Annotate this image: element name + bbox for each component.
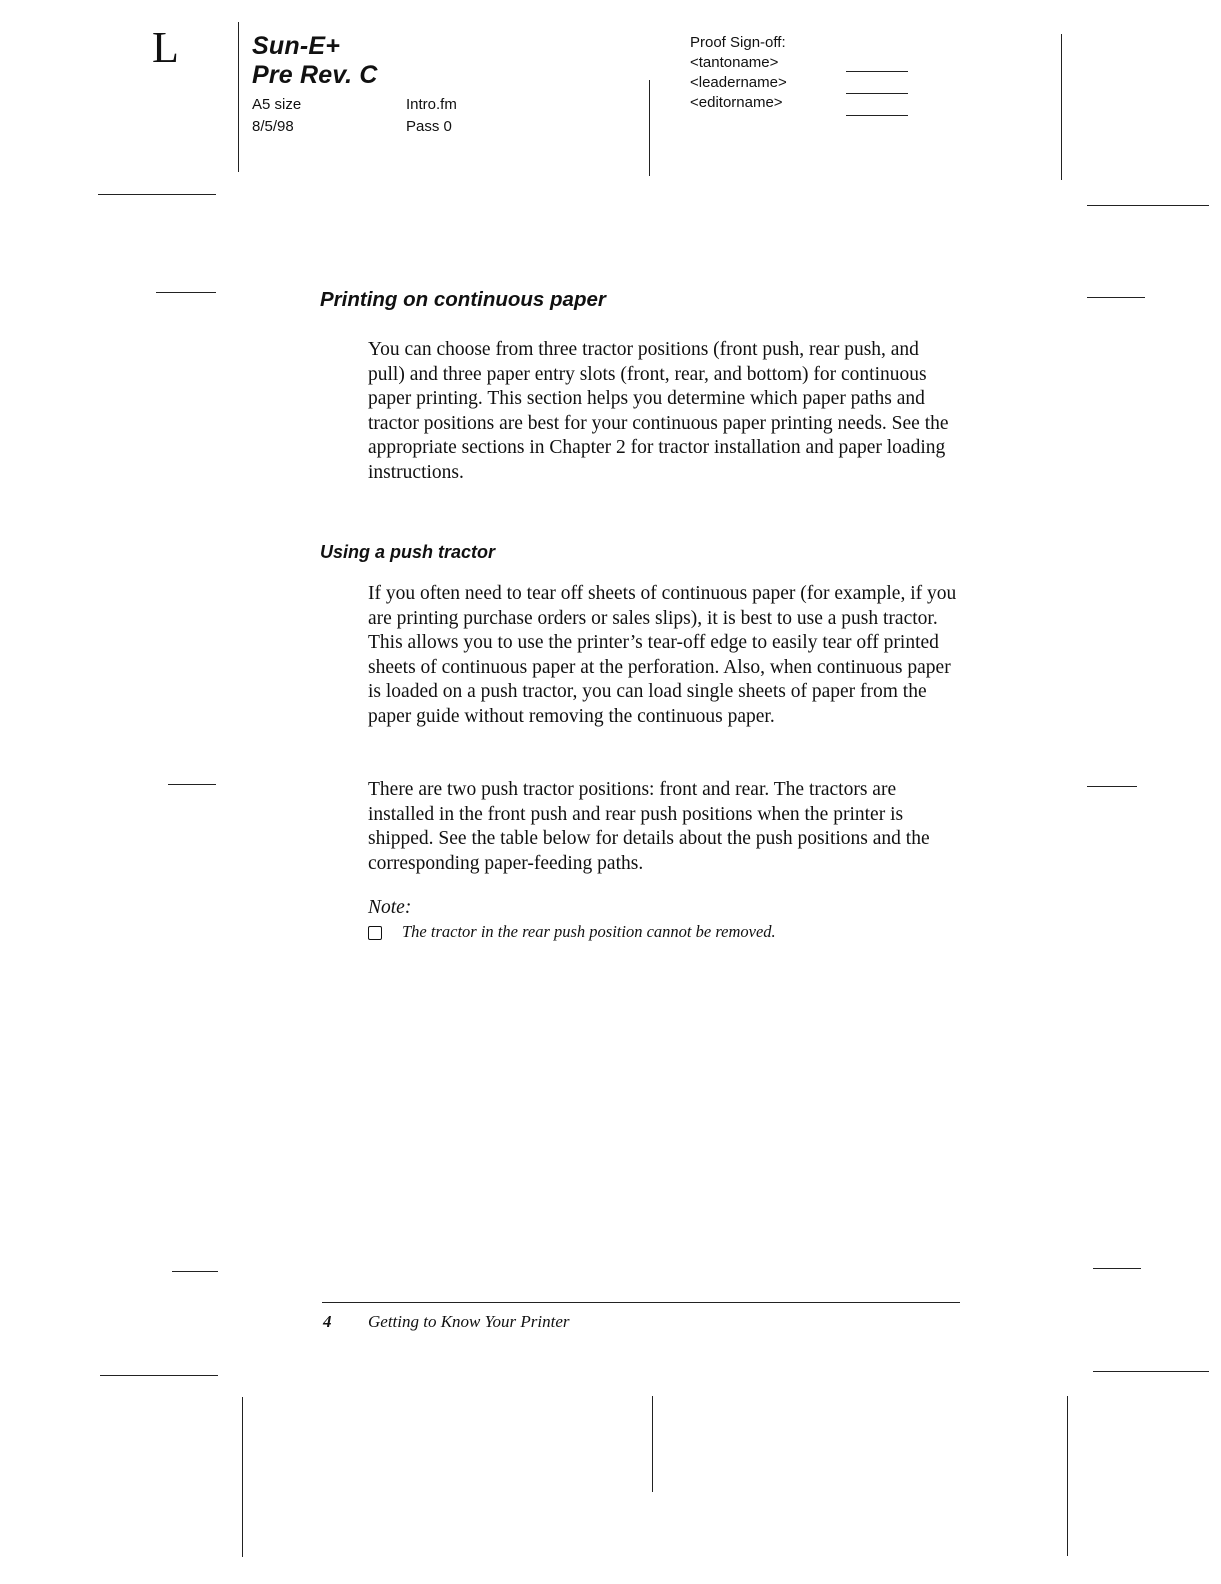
checkbox-bullet-icon	[368, 926, 382, 940]
crop-mark-right-5	[1093, 1371, 1209, 1372]
push-tractor-paragraph-1: If you often need to tear off sheets of continuous paper (for example, if you are printing purchase orders or sales slips), it is best to use a push tractor. This allows you to use the printer’s tear-off edge to easily tear off printed sheets of continuous paper at the perforation. Also, when continuous paper is loaded on a push tractor, you can load single sheets of paper from the paper guide without removing the continuous paper.	[368, 583, 957, 727]
header-title-line2: Pre Rev. C	[252, 61, 378, 89]
signoff-line-1	[846, 71, 908, 72]
header-left-rule	[238, 22, 239, 172]
crop-mark-left-5	[100, 1375, 218, 1376]
footer-page-number: 4	[323, 1312, 332, 1331]
crop-mark-right-2	[1087, 297, 1145, 298]
proof-signoff	[690, 33, 787, 113]
header-date: 8/5/98	[252, 118, 294, 135]
signoff-label: Proof Sign-off:	[690, 34, 786, 51]
crop-mark-right-1	[1087, 205, 1209, 206]
header-title-line1: Sun-E+	[252, 32, 341, 60]
crop-mark-right-4	[1093, 1268, 1141, 1269]
crop-mark-right-3	[1087, 786, 1137, 787]
header-center-rule	[649, 80, 650, 176]
note-item	[368, 922, 776, 942]
note-item-text: The tractor in the rear push position cannot be removed.	[402, 922, 776, 941]
crop-mark-left-2	[156, 292, 216, 293]
header-pass: Pass 0	[406, 118, 452, 135]
section-heading: Printing on continuous paper	[320, 288, 606, 311]
signoff-name-3: <editorname>	[690, 94, 783, 111]
bottom-center-rule	[652, 1396, 653, 1492]
bottom-right-rule	[1067, 1396, 1068, 1556]
signoff-line-3	[846, 115, 908, 116]
header-file: Intro.fm	[406, 96, 457, 113]
signoff-name-2: <leadername>	[690, 74, 787, 91]
crop-mark-left-1	[98, 194, 216, 195]
footer-title: Getting to Know Your Printer	[368, 1312, 570, 1331]
crop-mark-left-3	[168, 784, 216, 785]
note-label: Note:	[368, 897, 412, 918]
crop-mark-left-4	[172, 1271, 218, 1272]
side-marker-letter: L	[152, 23, 179, 72]
footer-rule	[322, 1302, 960, 1303]
subsection-heading: Using a push tractor	[320, 542, 496, 562]
signoff-line-2	[846, 93, 908, 94]
push-tractor-paragraph-2: There are two push tractor positions: front and rear. The tractors are installed in the front push and rear push positions when the printer is shipped. See the table below for details about the push positions and the corresponding paper-feeding paths.	[368, 779, 930, 874]
header-title	[252, 32, 378, 90]
bottom-left-rule	[242, 1397, 243, 1557]
signoff-name-1: <tantoname>	[690, 54, 779, 71]
section-intro-paragraph: You can choose from three tractor positions (front push, rear push, and pull) and three paper entry slots (front, rear, and bottom) for continuous paper printing. This section helps you determine which paper paths and tractor positions are best for your continuous paper printing needs. See the appropriate sections in Chapter 2 for tractor installation and paper loading instructions.	[368, 339, 949, 483]
header-size: A5 size	[252, 96, 302, 113]
header-right-rule	[1061, 34, 1062, 180]
